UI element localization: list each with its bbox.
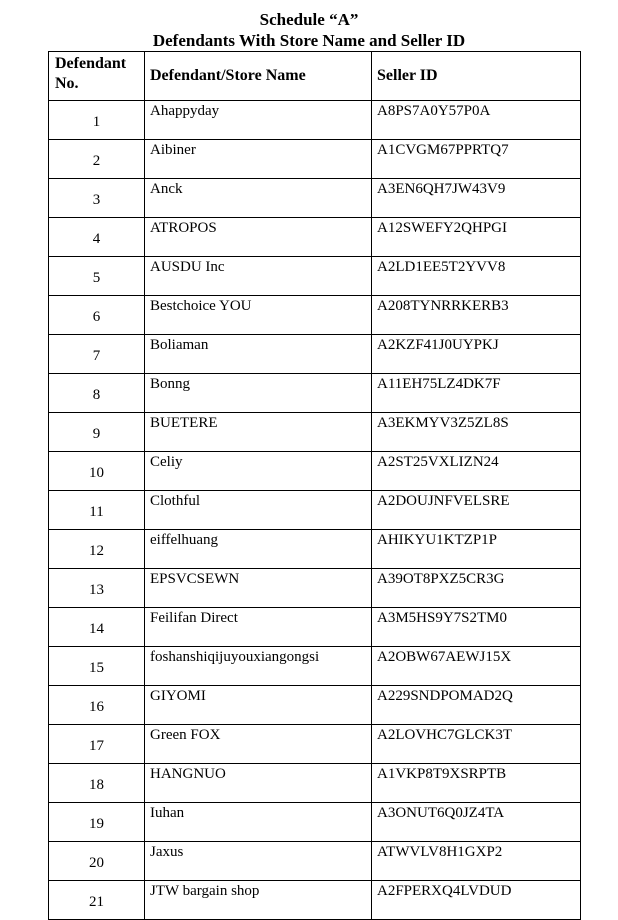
defendant-number: 17 <box>49 725 145 764</box>
table-row <box>49 140 581 179</box>
table-row <box>49 764 581 803</box>
seller-id: A3M5HS9Y7S2TM0 <box>372 608 581 647</box>
store-name: EPSVCSEWN <box>145 569 372 608</box>
defendant-number: 9 <box>49 413 145 452</box>
seller-id: A2KZF41J0UYPKJ <box>372 335 581 374</box>
table-row <box>49 491 581 530</box>
table-row <box>49 686 581 725</box>
table-row <box>49 881 581 920</box>
defendant-number: 11 <box>49 491 145 530</box>
defendant-number: 14 <box>49 608 145 647</box>
header-row <box>49 52 581 101</box>
seller-id: A208TYNRRKERB3 <box>372 296 581 335</box>
seller-id: A2LOVHC7GLCK3T <box>372 725 581 764</box>
store-name: Feilifan Direct <box>145 608 372 647</box>
store-name: foshanshiqijuyouxiangongsi <box>145 647 372 686</box>
store-name: BUETERE <box>145 413 372 452</box>
seller-id: AHIKYU1KTZP1P <box>372 530 581 569</box>
store-name: eiffelhuang <box>145 530 372 569</box>
seller-id: A11EH75LZ4DK7F <box>372 374 581 413</box>
table-row <box>49 569 581 608</box>
table-row <box>49 842 581 881</box>
table-row <box>49 530 581 569</box>
seller-id: A39OT8PXZ5CR3G <box>372 569 581 608</box>
seller-id: A1VKP8T9XSRPTB <box>372 764 581 803</box>
table-row <box>49 218 581 257</box>
store-name: GIYOMI <box>145 686 372 725</box>
defendant-number: 13 <box>49 569 145 608</box>
table-body <box>49 101 581 920</box>
table-row <box>49 257 581 296</box>
defendant-number: 4 <box>49 218 145 257</box>
seller-id: A8PS7A0Y57P0A <box>372 101 581 140</box>
seller-id: A2FPERXQ4LVDUD <box>372 881 581 920</box>
header-store-name: Defendant/Store Name <box>145 52 372 101</box>
table-row <box>49 296 581 335</box>
defendants-table <box>48 51 581 920</box>
seller-id: A3EKMYV3Z5ZL8S <box>372 413 581 452</box>
store-name: Celiy <box>145 452 372 491</box>
table-row <box>49 413 581 452</box>
store-name: Clothful <box>145 491 372 530</box>
store-name: Green FOX <box>145 725 372 764</box>
defendant-number: 15 <box>49 647 145 686</box>
store-name: Bestchoice YOU <box>145 296 372 335</box>
store-name: AUSDU Inc <box>145 257 372 296</box>
seller-id: A229SNDPOMAD2Q <box>372 686 581 725</box>
header-seller-id: Seller ID <box>372 52 581 101</box>
seller-id: ATWVLV8H1GXP2 <box>372 842 581 881</box>
table-row <box>49 608 581 647</box>
header-defendant-no: Defendant No. <box>49 52 145 101</box>
schedule-title: Schedule “A” <box>259 10 359 29</box>
store-name: JTW bargain shop <box>145 881 372 920</box>
seller-id: A12SWEFY2QHPGI <box>372 218 581 257</box>
store-name: HANGNUO <box>145 764 372 803</box>
store-name: Jaxus <box>145 842 372 881</box>
defendant-number: 5 <box>49 257 145 296</box>
defendant-number: 16 <box>49 686 145 725</box>
seller-id: A2ST25VXLIZN24 <box>372 452 581 491</box>
table-row <box>49 725 581 764</box>
defendant-number: 20 <box>49 842 145 881</box>
seller-id: A3EN6QH7JW43V9 <box>372 179 581 218</box>
defendant-number: 19 <box>49 803 145 842</box>
store-name: Iuhan <box>145 803 372 842</box>
defendant-number: 2 <box>49 140 145 179</box>
document-heading <box>0 9 618 51</box>
table-row <box>49 101 581 140</box>
seller-id: A1CVGM67PPRTQ7 <box>372 140 581 179</box>
store-name: Anck <box>145 179 372 218</box>
store-name: Bonng <box>145 374 372 413</box>
seller-id: A2LD1EE5T2YVV8 <box>372 257 581 296</box>
store-name: Ahappyday <box>145 101 372 140</box>
defendant-number: 12 <box>49 530 145 569</box>
seller-id: A2DOUJNFVELSRE <box>372 491 581 530</box>
store-name: Boliaman <box>145 335 372 374</box>
table-row <box>49 452 581 491</box>
table-row <box>49 647 581 686</box>
store-name: ATROPOS <box>145 218 372 257</box>
defendant-number: 1 <box>49 101 145 140</box>
table-row <box>49 335 581 374</box>
table-row <box>49 803 581 842</box>
store-name: Aibiner <box>145 140 372 179</box>
table-row <box>49 179 581 218</box>
defendant-number: 6 <box>49 296 145 335</box>
table-row <box>49 374 581 413</box>
defendant-number: 7 <box>49 335 145 374</box>
defendant-number: 8 <box>49 374 145 413</box>
seller-id: A2OBW67AEWJ15X <box>372 647 581 686</box>
seller-id: A3ONUT6Q0JZ4TA <box>372 803 581 842</box>
defendant-number: 21 <box>49 881 145 920</box>
defendant-number: 18 <box>49 764 145 803</box>
defendant-number: 10 <box>49 452 145 491</box>
defendant-number: 3 <box>49 179 145 218</box>
schedule-subtitle: Defendants With Store Name and Seller ID <box>152 31 466 50</box>
